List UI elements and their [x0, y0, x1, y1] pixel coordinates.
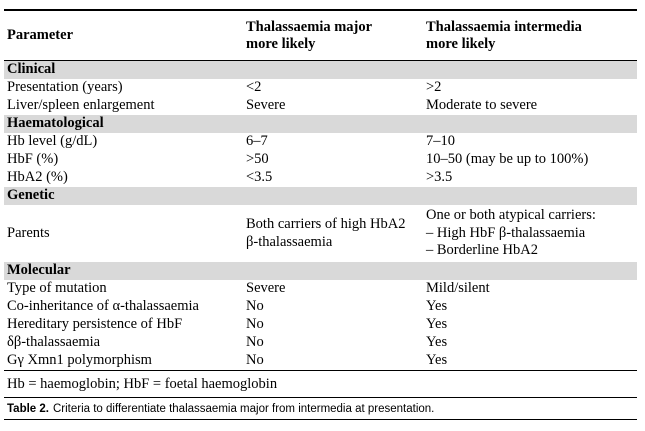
- table-row: [4, 133, 637, 151]
- row-intermedia: 7–10: [426, 133, 455, 150]
- row-intermedia: 10–50 (may be up to 100%): [426, 151, 589, 168]
- header-intermedia: [426, 19, 637, 53]
- section-title: Haematological: [7, 115, 104, 132]
- row-parameter: Liver/spleen enlargement: [7, 97, 155, 114]
- section-title: Clinical: [7, 61, 56, 78]
- header-major-line1: Thalassaemia major: [246, 18, 373, 35]
- row-intermedia-line: – Borderline HbA2: [426, 242, 538, 259]
- row-parameter: Hereditary persistence of HbF: [7, 316, 183, 333]
- row-parameter: HbF (%): [7, 151, 59, 168]
- row-intermedia: Yes: [426, 316, 448, 333]
- row-parameter: δβ-thalassaemia: [7, 334, 101, 351]
- section-molecular: [4, 262, 637, 280]
- row-intermedia: >2: [426, 79, 442, 96]
- table-container: [4, 9, 637, 420]
- table-footnote: Hb = haemoglobin; HbF = foetal haemoglobin: [7, 375, 278, 392]
- row-major: <2: [246, 79, 262, 96]
- caption-label: Table 2.: [7, 402, 49, 415]
- header-major: [246, 19, 426, 53]
- table-row: [4, 316, 637, 334]
- row-intermedia: Moderate to severe: [426, 97, 538, 114]
- row-major-line: Both carriers of high HbA2: [246, 215, 406, 232]
- row-major: No: [246, 316, 264, 333]
- row-major: Severe: [246, 97, 286, 114]
- row-parameter: Co-inheritance of α-thalassaemia: [7, 298, 199, 315]
- section-title: Genetic: [7, 187, 55, 204]
- row-major: Severe: [246, 280, 286, 297]
- row-parameter: Presentation (years): [7, 79, 123, 96]
- table-row: [4, 334, 637, 352]
- row-intermedia: Yes: [426, 298, 448, 315]
- table-row: [4, 298, 637, 316]
- row-major: >50: [246, 151, 269, 168]
- row-intermedia: >3.5: [426, 169, 453, 186]
- section-genetic: [4, 187, 637, 205]
- header-parameter: Parameter: [7, 26, 74, 43]
- row-major: No: [246, 334, 264, 351]
- header-intermedia-line2: more likely: [426, 35, 496, 52]
- bottom-rule: [4, 419, 637, 420]
- row-intermedia: [426, 207, 637, 260]
- table-header-row: [4, 11, 637, 60]
- section-clinical: [4, 61, 637, 79]
- row-parameter: Type of mutation: [7, 280, 107, 297]
- table-row: [4, 151, 637, 169]
- row-intermedia: Yes: [426, 352, 448, 369]
- row-major: <3.5: [246, 169, 273, 186]
- row-intermedia-line: – High HbF β-thalassaemia: [426, 224, 586, 241]
- table-caption: [4, 398, 637, 419]
- table-row: [4, 352, 637, 370]
- row-major: No: [246, 298, 264, 315]
- table-row: [4, 280, 637, 298]
- section-haematological: [4, 115, 637, 133]
- row-major: No: [246, 352, 264, 369]
- row-parameter: Parents: [7, 224, 50, 241]
- row-major: 6–7: [246, 133, 268, 150]
- caption-text: Criteria to differentiate thalassaemia major from intermedia at presentation.: [52, 402, 435, 415]
- row-intermedia: Yes: [426, 334, 448, 351]
- table-row: [4, 169, 637, 187]
- table-row: [4, 79, 637, 97]
- header-major-line2: more likely: [246, 35, 316, 52]
- row-parameter: Hb level (g/dL): [7, 133, 98, 150]
- row-intermedia-line: One or both atypical carriers:: [426, 207, 596, 224]
- table-row: [4, 205, 637, 262]
- row-major-line: β-thalassaemia: [246, 233, 333, 250]
- table-row: [4, 97, 637, 115]
- header-intermedia-line1: Thalassaemia intermedia: [426, 18, 582, 35]
- row-major: [246, 216, 426, 251]
- row-parameter: Gγ Xmn1 polymorphism: [7, 352, 152, 369]
- row-parameter: HbA2 (%): [7, 169, 68, 186]
- section-title: Molecular: [7, 262, 71, 279]
- row-intermedia: Mild/silent: [426, 280, 490, 297]
